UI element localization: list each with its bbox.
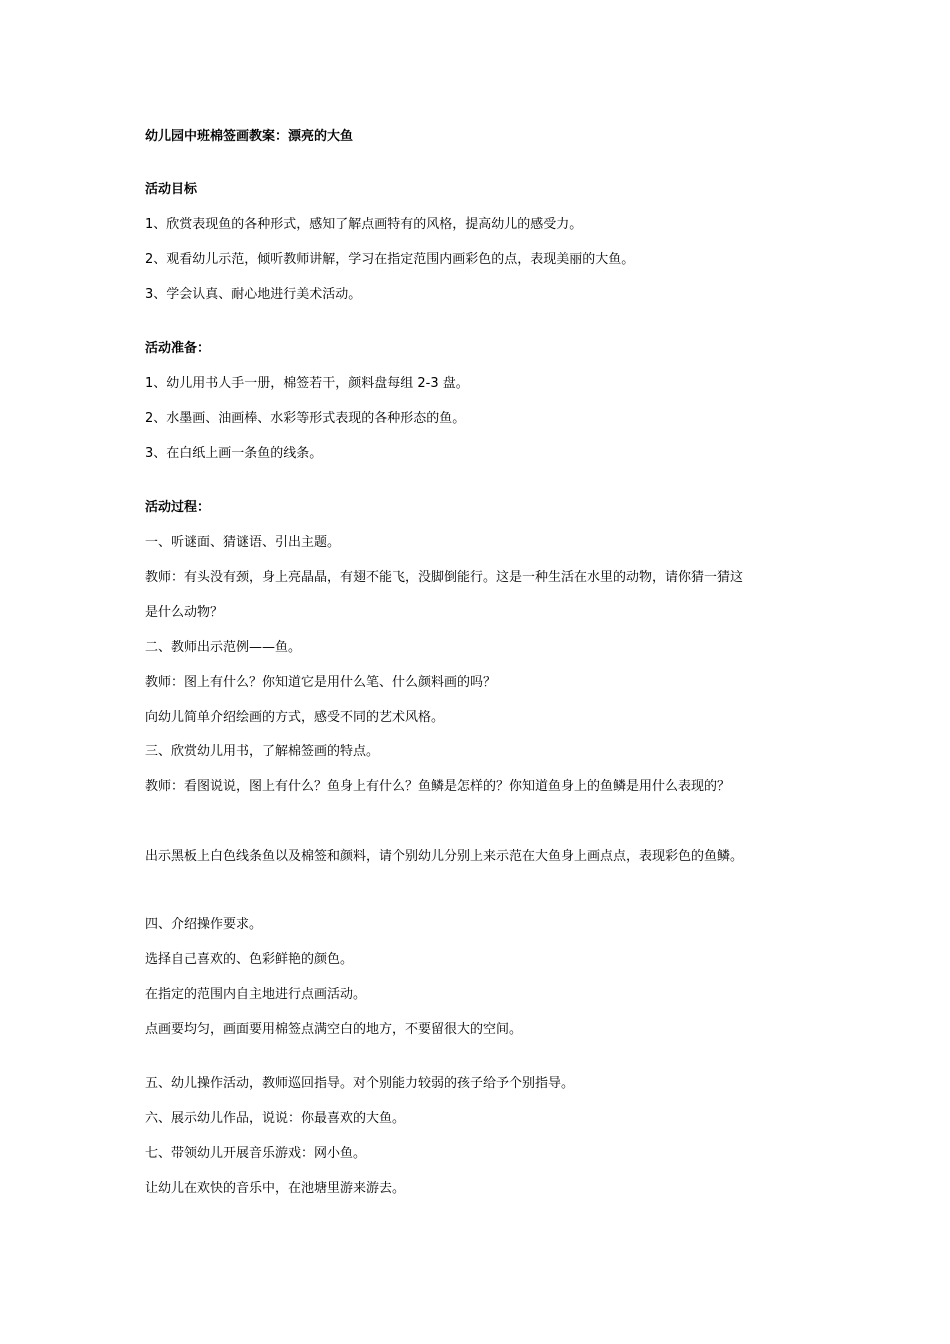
process-line: 三、欣赏幼儿用书，了解棉签画的特点。	[145, 744, 380, 759]
preparation-item: 3、在白纸上画一条鱼的线条。	[145, 446, 323, 461]
process-line: 点画要均匀，画面要用棉签点满空白的地方，不要留很大的空间。	[145, 1022, 523, 1037]
goal-item: 3、学会认真、耐心地进行美术活动。	[145, 287, 362, 302]
process-line: 教师：图上有什么？你知道它是用什么笔、什么颜料画的吗？	[145, 675, 497, 690]
process-line: 一、听谜面、猜谜语、引出主题。	[145, 535, 341, 550]
process-line: 是什么动物？	[145, 605, 224, 620]
document-title: 幼儿园中班棉签画教案：漂亮的大鱼	[145, 129, 354, 144]
section-heading-process: 活动过程：	[145, 500, 211, 515]
preparation-item: 1、幼儿用书人手一册，棉签若干，颜料盘每组 2-3 盘。	[145, 376, 469, 391]
preparation-item: 2、水墨画、油画棒、水彩等形式表现的各种形态的鱼。	[145, 411, 466, 426]
process-line: 六、展示幼儿作品，说说：你最喜欢的大鱼。	[145, 1111, 406, 1126]
goal-item: 2、观看幼儿示范，倾听教师讲解，学习在指定范围内画彩色的点，表现美丽的大鱼。	[145, 252, 635, 267]
process-line: 让幼儿在欢快的音乐中，在池塘里游来游去。	[145, 1181, 406, 1196]
process-line: 七、带领幼儿开展音乐游戏：网小鱼。	[145, 1146, 367, 1161]
process-line: 向幼儿简单介绍绘画的方式，感受不同的艺术风格。	[145, 710, 445, 725]
section-heading-preparation: 活动准备：	[145, 341, 211, 356]
process-line: 选择自己喜欢的、色彩鲜艳的颜色。	[145, 952, 354, 967]
process-line: 教师：有头没有颈，身上亮晶晶，有翅不能飞，没脚倒能行。这是一种生活在水里的动物，请你猜一猜这	[145, 570, 744, 585]
process-line: 二、教师出示范例——鱼。	[145, 640, 302, 655]
process-line: 出示黑板上白色线条鱼以及棉签和颜料，请个别幼儿分别上来示范在大鱼身上画点点，表现彩色的鱼鳞。	[145, 849, 744, 864]
process-line: 教师：看图说说，图上有什么？鱼身上有什么？鱼鳞是怎样的？你知道鱼身上的鱼鳞是用什么表现的？	[145, 779, 731, 794]
process-line: 在指定的范围内自主地进行点画活动。	[145, 987, 367, 1002]
goal-item: 1、欣赏表现鱼的各种形式，感知了解点画特有的风格，提高幼儿的感受力。	[145, 217, 583, 232]
process-line: 五、幼儿操作活动，教师巡回指导。对个别能力较弱的孩子给予个别指导。	[145, 1076, 575, 1091]
process-line: 四、介绍操作要求。	[145, 917, 263, 932]
section-heading-goals: 活动目标	[145, 182, 198, 197]
